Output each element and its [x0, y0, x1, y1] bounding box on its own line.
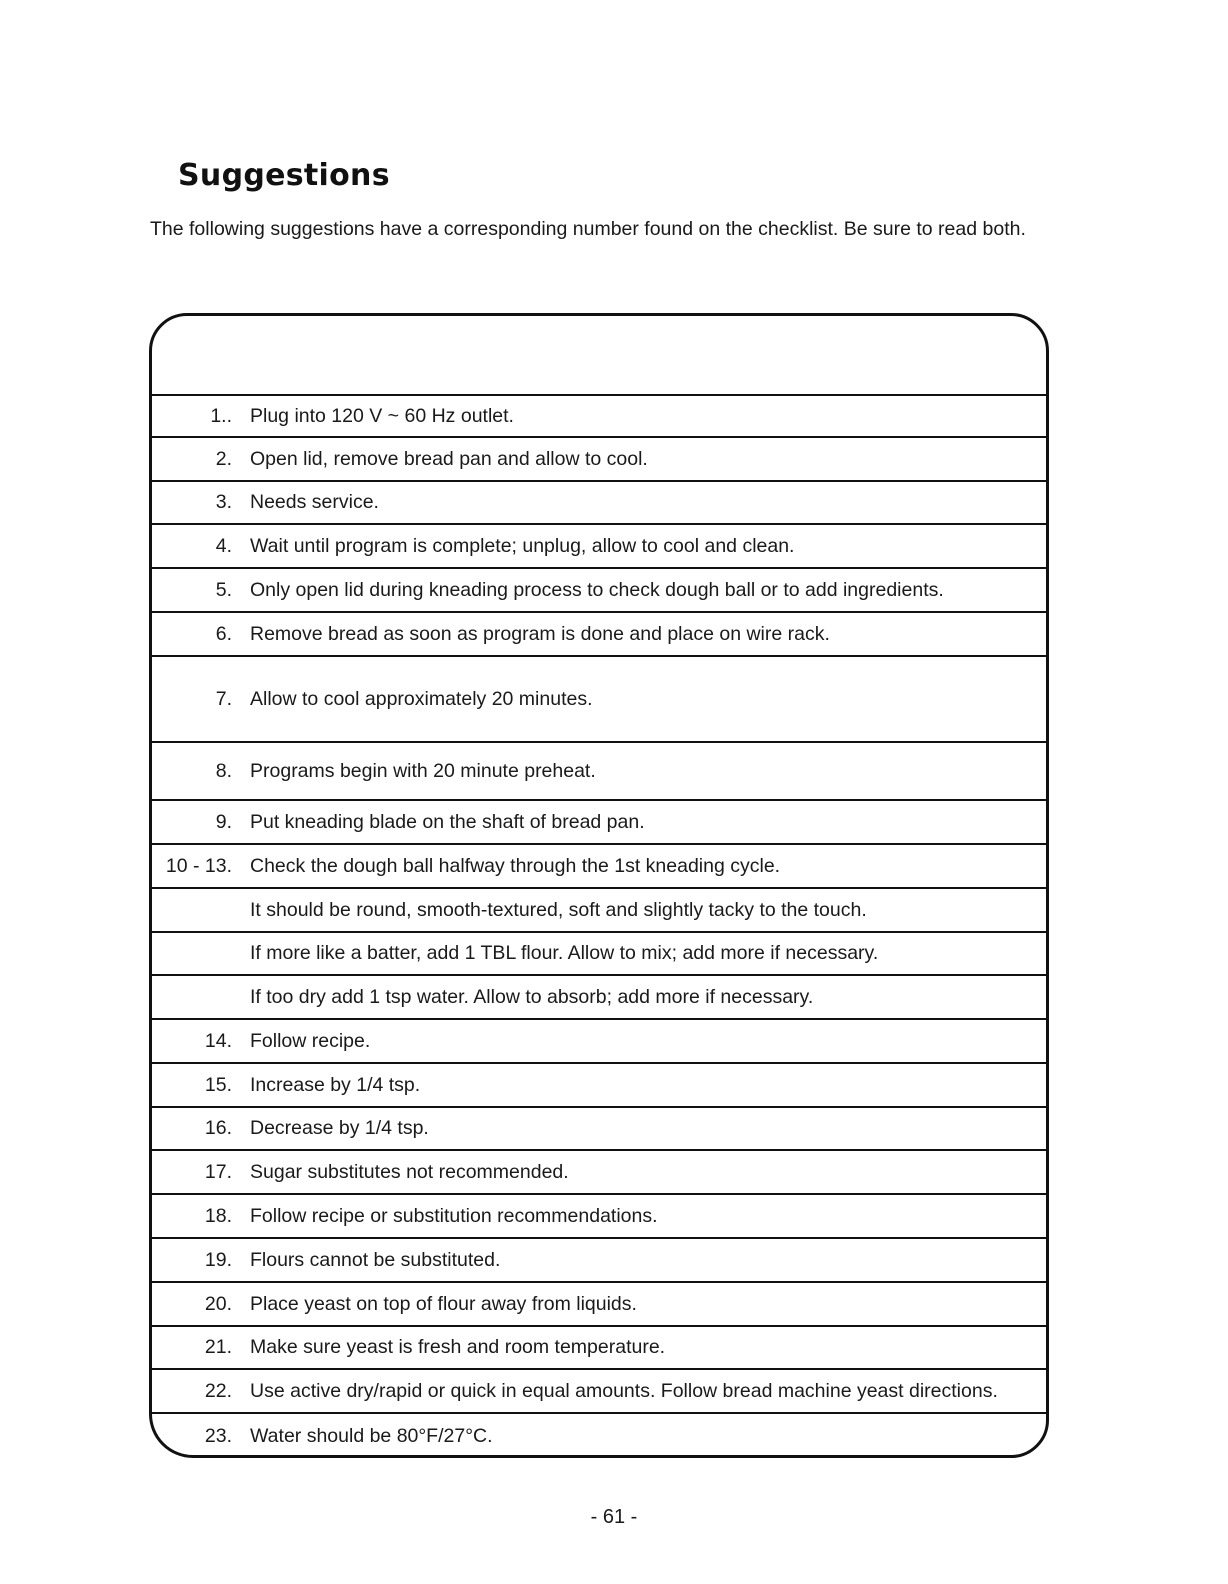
- table-row: [152, 743, 1046, 801]
- table-row: [152, 933, 1046, 976]
- row-text: If too dry add 1 tsp water. Allow to absorb; add more if necessary.: [250, 985, 814, 1008]
- row-number: 9.: [215, 810, 232, 833]
- row-number: 3.: [215, 491, 232, 513]
- table-header-row: [152, 316, 1046, 396]
- row-number: 21.: [204, 1336, 232, 1358]
- row-text: Only open lid during kneading process to check dough ball or to add ingredients.: [250, 578, 944, 601]
- row-text: Open lid, remove bread pan and allow to cool.: [250, 447, 648, 470]
- table-row: [152, 1151, 1046, 1195]
- row-text: Follow recipe or substitution recommendations.: [250, 1204, 658, 1227]
- row-text: Flours cannot be substituted.: [250, 1248, 501, 1271]
- table-row: [152, 1414, 1046, 1458]
- row-text: Wait until program is complete; unplug, allow to cool and clean.: [250, 534, 795, 557]
- row-text: It should be round, smooth-textured, soft and slightly tacky to the touch.: [250, 898, 867, 921]
- row-number: 10 - 13.: [165, 854, 232, 877]
- page-number: - 61 -: [590, 1506, 638, 1528]
- row-text: Make sure yeast is fresh and room temperature.: [250, 1336, 666, 1358]
- row-text: Follow recipe.: [250, 1029, 371, 1052]
- table-row: [152, 1108, 1046, 1151]
- row-number: 18.: [204, 1204, 232, 1227]
- table-row: [152, 569, 1046, 613]
- row-number: [152, 889, 232, 931]
- row-number: 2.: [215, 447, 232, 470]
- table-row: [152, 438, 1046, 482]
- row-number: 5.: [215, 578, 232, 601]
- row-text: Water should be 80°F/27°C.: [250, 1424, 493, 1447]
- row-text: Put kneading blade on the shaft of bread pan.: [250, 810, 645, 833]
- table-row: [152, 525, 1046, 569]
- row-number: 20.: [204, 1292, 232, 1315]
- row-number: 6.: [215, 622, 232, 645]
- table-body: [152, 396, 1046, 1458]
- row-number: 8.: [215, 759, 232, 782]
- row-text: Plug into 120 V ~ 60 Hz outlet.: [250, 404, 514, 427]
- table-row: [152, 1239, 1046, 1283]
- row-number: 19.: [204, 1248, 232, 1271]
- row-number: 16.: [204, 1117, 232, 1139]
- row-number: 14.: [204, 1029, 232, 1052]
- table-row: [152, 976, 1046, 1020]
- row-number: 4.: [215, 534, 232, 557]
- table-row: [152, 801, 1046, 845]
- table-row: [152, 1327, 1046, 1370]
- row-number: [152, 976, 232, 1018]
- row-text: Check the dough ball halfway through the 1st kneading cycle.: [250, 854, 781, 877]
- row-text: Programs begin with 20 minute preheat.: [250, 759, 596, 782]
- row-text: If more like a batter, add 1 TBL flour. Allow to mix; add more if necessary.: [250, 942, 879, 964]
- row-number: 15.: [204, 1073, 232, 1096]
- table-row: [152, 1370, 1046, 1414]
- table-row: [152, 845, 1046, 889]
- row-text: Decrease by 1/4 tsp.: [250, 1117, 429, 1139]
- row-text: Use active dry/rapid or quick in equal amounts. Follow bread machine yeast directions.: [250, 1379, 998, 1402]
- row-number: 22.: [204, 1379, 232, 1402]
- table-row: [152, 1283, 1046, 1327]
- row-text: Needs service.: [250, 491, 379, 513]
- page-title: Suggestions: [178, 158, 390, 193]
- row-number: [152, 933, 232, 974]
- table-row: [152, 1195, 1046, 1239]
- table-row: [152, 1020, 1046, 1064]
- table-row: [152, 396, 1046, 438]
- row-number: 23.: [204, 1424, 232, 1447]
- table-row: [152, 889, 1046, 933]
- row-text: Allow to cool approximately 20 minutes.: [250, 687, 593, 710]
- row-text: Remove bread as soon as program is done and place on wire rack.: [250, 622, 830, 645]
- suggestions-table: [149, 313, 1049, 1458]
- row-text: Sugar substitutes not recommended.: [250, 1160, 569, 1183]
- table-row: [152, 1064, 1046, 1108]
- row-number: 17.: [204, 1160, 232, 1183]
- row-number: 7.: [215, 687, 232, 710]
- row-text: Place yeast on top of flour away from liquids.: [250, 1292, 637, 1315]
- row-text: Increase by 1/4 tsp.: [250, 1073, 421, 1096]
- intro-text: The following suggestions have a corresponding number found on the checklist. Be sure to read both.: [150, 218, 1026, 240]
- table-row: [152, 482, 1046, 525]
- table-row: [152, 613, 1046, 657]
- table-row: [152, 657, 1046, 743]
- row-number: 1..: [210, 404, 232, 427]
